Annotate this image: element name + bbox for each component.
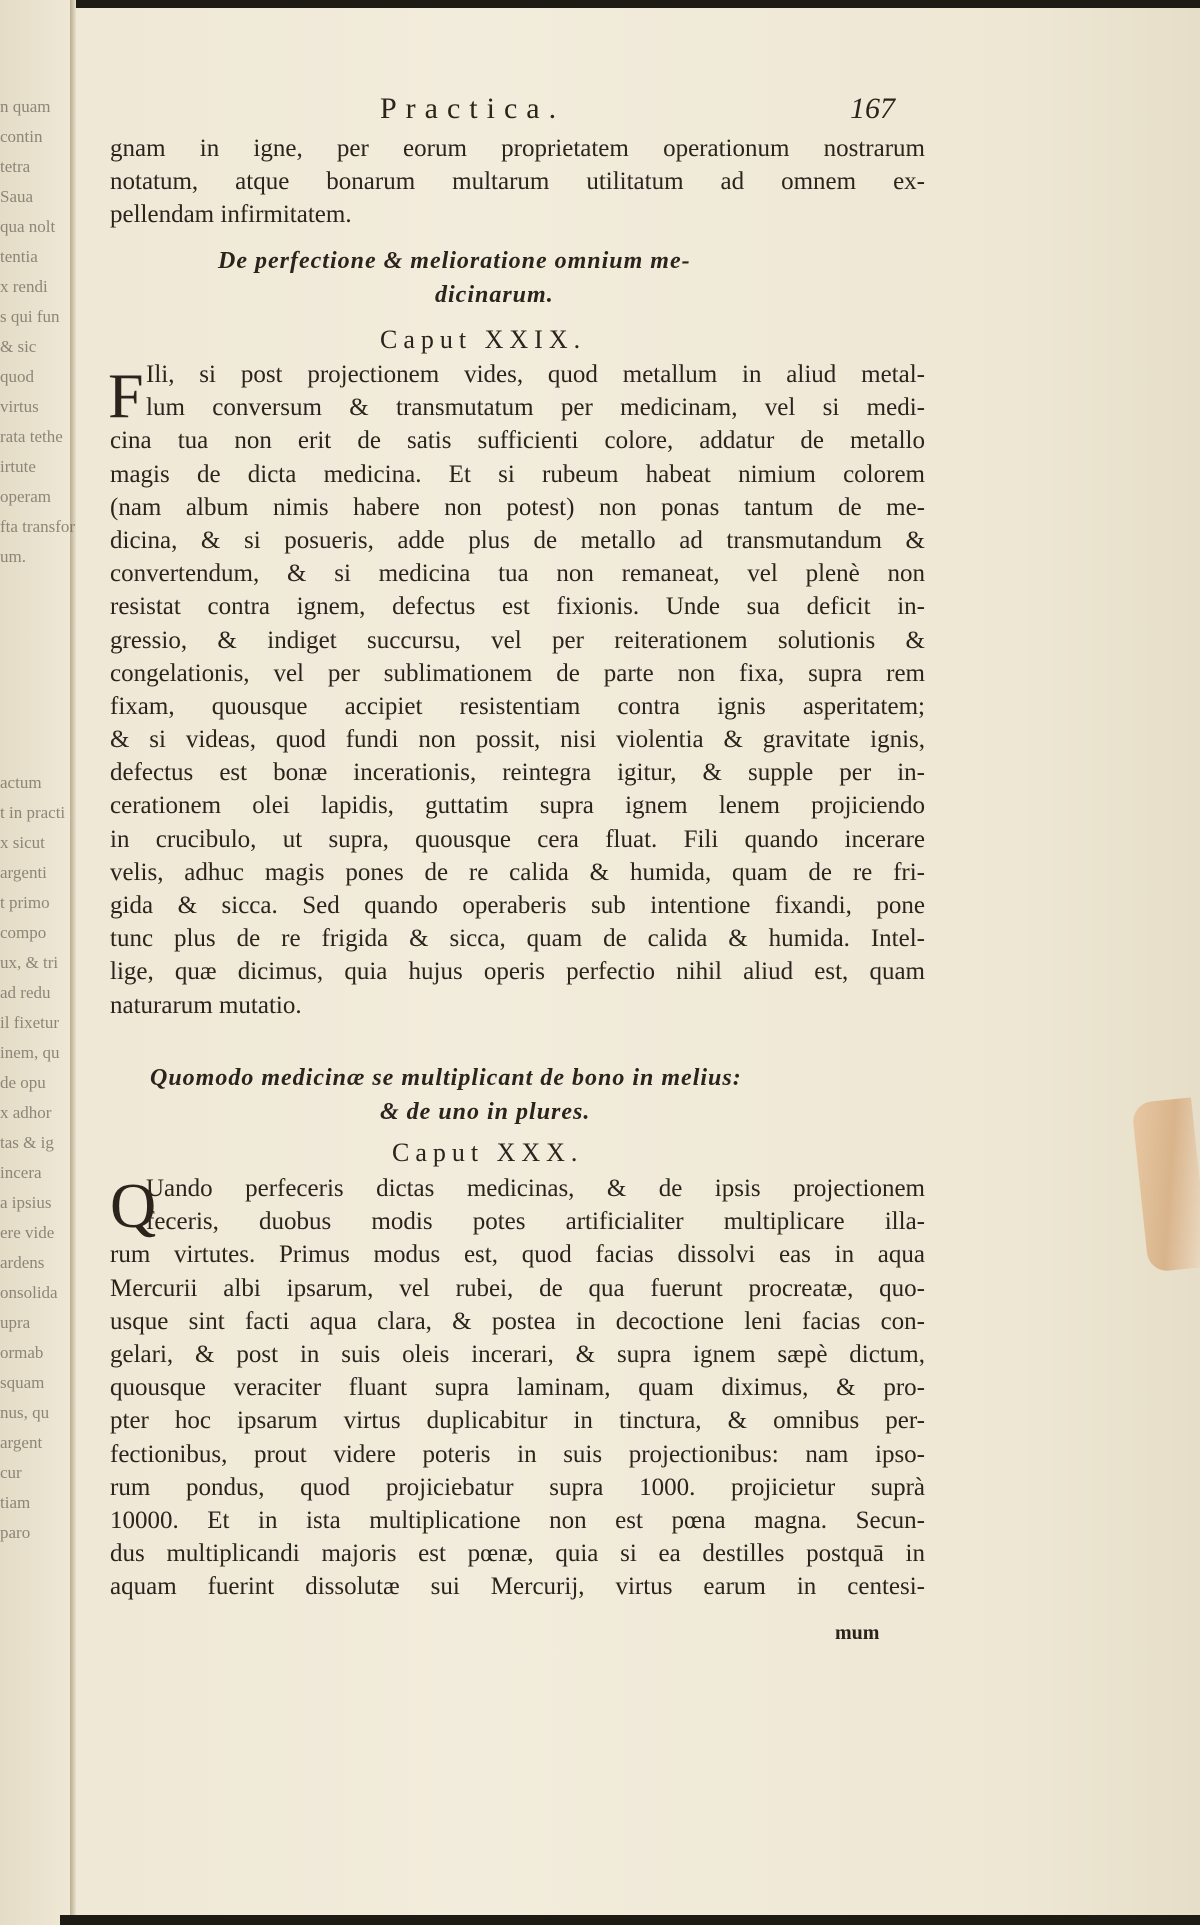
margin-bleed-line: ux, & tri bbox=[0, 953, 59, 972]
margin-bleed-line: um. bbox=[0, 547, 26, 566]
text-line: Uando perfeceris dictas medicinas, & de ipsis projectionem bbox=[146, 1175, 925, 1202]
margin-bleed-line: irtute bbox=[0, 457, 36, 476]
margin-bleed-line: qua nolt bbox=[0, 217, 56, 236]
margin-bleed-line: quod bbox=[0, 367, 34, 386]
chapter-heading-29: Caput XXIX. bbox=[380, 325, 587, 354]
margin-bleed-line: upra bbox=[0, 1313, 31, 1332]
text-line: quousque veraciter fluant supra laminam, quam diximus, & pro- bbox=[110, 1374, 925, 1402]
margin-bleed-line: compo bbox=[0, 923, 47, 942]
margin-bleed-line: virtus bbox=[0, 397, 39, 416]
section-1-title-line-2: dicinarum. bbox=[435, 282, 554, 308]
margin-bleed-line: n quam bbox=[0, 97, 51, 116]
margin-bleed-line: ad redu bbox=[0, 983, 51, 1002]
text-line: fectionibus, prout videre poteris in suis projectionibus: nam ipso- bbox=[110, 1440, 925, 1468]
margin-bleed-line: s qui fun bbox=[0, 307, 60, 326]
text-line: congelationis, vel per sublimationem de parte non fixa, supra rem bbox=[110, 659, 925, 687]
margin-bleed-line: ormab bbox=[0, 1343, 44, 1362]
margin-bleed-line: nus, qu bbox=[0, 1403, 50, 1422]
margin-bleed-line: tetra bbox=[0, 157, 31, 176]
adjacent-page-fragment bbox=[1131, 1097, 1200, 1272]
text-line: cina tua non erit de satis sufficienti colore, addatur de metallo bbox=[110, 427, 925, 455]
drop-cap-f: F bbox=[108, 360, 144, 431]
text-line: resistat contra ignem, defectus est fixionis. Unde sua deficit in- bbox=[110, 593, 925, 621]
text-line: lum conversum & transmutatum per medicinam, vel si medi- bbox=[146, 394, 925, 422]
margin-bleed-line: tas & ig bbox=[0, 1133, 54, 1152]
page-number: 167 bbox=[850, 92, 895, 125]
text-line: convertendum, & si medicina tua non remaneat, vel plenè non bbox=[110, 560, 925, 588]
margin-bleed-line: x rendi bbox=[0, 277, 48, 296]
text-line: rum pondus, quod projiciebatur supra 1000. projicietur suprà bbox=[110, 1473, 925, 1501]
catchword: mum bbox=[835, 1622, 880, 1644]
text-line: gnam in igne, per eorum proprietatem operationum nostrarum bbox=[110, 135, 925, 162]
margin-bleed-line: actum bbox=[0, 773, 42, 792]
margin-bleed-line: fta transfor bbox=[0, 517, 76, 536]
chapter-heading-30: Caput XXX. bbox=[392, 1138, 584, 1167]
text-line: aquam fuerint dissolutæ sui Mercurij, virtus earum in centesi- bbox=[110, 1573, 925, 1601]
bottom-edge-rule bbox=[60, 1915, 1200, 1925]
text-line: dicina, & si posueris, adde plus de metallo ad transmutandum & bbox=[110, 526, 925, 554]
opening-paragraph bbox=[110, 132, 925, 232]
margin-bleed-line: ardens bbox=[0, 1253, 45, 1272]
margin-bleed-line: tentia bbox=[0, 247, 38, 266]
margin-bleed-line: x sicut bbox=[0, 833, 45, 852]
margin-bleed-line: contin bbox=[0, 127, 43, 146]
section-2-title-line-2: & de uno in plures. bbox=[380, 1099, 591, 1125]
margin-bleed-line: rata tethe bbox=[0, 427, 63, 446]
margin-bleed-line: inem, qu bbox=[0, 1043, 60, 1062]
margin-bleed-line: paro bbox=[0, 1523, 31, 1542]
chapter-30-body bbox=[110, 1172, 925, 1603]
running-title: Practica. bbox=[380, 92, 566, 125]
text-line: (nam album nimis habere non potest) non ponas tantum de me- bbox=[110, 493, 925, 521]
margin-bleed-line: operam bbox=[0, 487, 51, 506]
margin-bleed-line: squam bbox=[0, 1373, 45, 1392]
text-line: fixam, quousque accipiet resistentiam contra ignis asperitatem; bbox=[110, 692, 925, 720]
top-edge-rule bbox=[75, 0, 1200, 8]
margin-bleed-line: Saua bbox=[0, 187, 34, 206]
margin-bleed-line: argent bbox=[0, 1433, 43, 1452]
text-line: cerationem olei lapidis, guttatim supra ignem lenem projiciendo bbox=[110, 792, 925, 820]
margin-bleed-line: cur bbox=[0, 1463, 22, 1482]
text-line: tunc plus de re frigida & sicca, quam de calida & humida. Intel- bbox=[110, 925, 925, 953]
text-line: feceris, duobus modis potes artificialiter multiplicare illa- bbox=[146, 1208, 925, 1236]
text-line: gelari, & post in suis oleis incerari, & supra ignem sæpè dictum, bbox=[110, 1340, 925, 1368]
text-line: velis, adhuc magis pones de re calida & humida, quam de re fri- bbox=[110, 858, 925, 886]
margin-bleed-line: & sic bbox=[0, 337, 37, 356]
margin-bleed-line: ere vide bbox=[0, 1223, 55, 1242]
margin-bleed-line: de opu bbox=[0, 1073, 46, 1092]
chapter-29-body bbox=[110, 358, 925, 1022]
text-line: defectus est bonæ incerationis, reintegra igitur, & supple per in- bbox=[110, 759, 925, 787]
text-line: dus multiplicandi majoris est pœnæ, quia si ea destilles postquā in bbox=[110, 1540, 925, 1568]
text-line: gressio, & indiget succursu, vel per reiterationem solutionis & bbox=[110, 626, 925, 654]
margin-bleed-line: il fixetur bbox=[0, 1013, 60, 1032]
text-line: pellendam infirmitatem. bbox=[110, 201, 352, 229]
text-line: Ili, si post projectionem vides, quod metallum in aliud metal- bbox=[146, 361, 925, 388]
margin-bleed-line: incera bbox=[0, 1163, 42, 1182]
margin-bleed-line: argenti bbox=[0, 863, 47, 882]
text-line: gida & sicca. Sed quando operaberis sub intentione fixandi, pone bbox=[110, 892, 925, 919]
text-line: usque sint facti aqua clara, & postea in decoctione leni facias con- bbox=[110, 1307, 925, 1335]
text-line: lige, quæ dicimus, quia hujus operis perfectio nihil aliud est, quam bbox=[110, 958, 925, 986]
margin-bleed-line: x adhor bbox=[0, 1103, 52, 1122]
margin-bleed-line: onsolida bbox=[0, 1283, 58, 1302]
text-line: rum virtutes. Primus modus est, quod facias dissolvi eas in aqua bbox=[110, 1241, 925, 1269]
text-line: & si videas, quod fundi non possit, nisi violentia & gravitate ignis, bbox=[110, 726, 925, 754]
text-line: pter hoc ipsarum virtus duplicabitur in tinctura, & omnibus per- bbox=[110, 1407, 925, 1435]
text-line: notatum, atque bonarum multarum utilitatum ad omnem ex- bbox=[110, 168, 925, 196]
text-line: 10000. Et in ista multiplicatione non est pœna magna. Secun- bbox=[110, 1506, 925, 1534]
left-margin-bleed-lower bbox=[0, 768, 82, 1548]
margin-bleed-line: t in practi bbox=[0, 803, 66, 822]
drop-cap-q: Q bbox=[110, 1170, 157, 1241]
text-line: Mercurii albi ipsarum, vel rubei, de qua fuerunt procreatæ, quo- bbox=[110, 1274, 925, 1302]
left-margin-bleed-upper bbox=[0, 92, 82, 572]
margin-bleed-line: t primo bbox=[0, 893, 50, 912]
margin-bleed-line: tiam bbox=[0, 1493, 31, 1512]
section-2-title-line-1: Quomodo medicinæ se multiplicant de bono in melius: bbox=[150, 1065, 742, 1091]
text-line: magis de dicta medicina. Et si rubeum habeat nimium colorem bbox=[110, 460, 925, 488]
section-1-title-line-1: De perfectione & melioratione omnium me- bbox=[218, 248, 691, 274]
margin-bleed-line: a ipsius bbox=[0, 1193, 52, 1212]
text-line: naturarum mutatio. bbox=[110, 991, 302, 1019]
text-line: in crucibulo, ut supra, quousque cera fluat. Fili quando incerare bbox=[110, 825, 925, 853]
